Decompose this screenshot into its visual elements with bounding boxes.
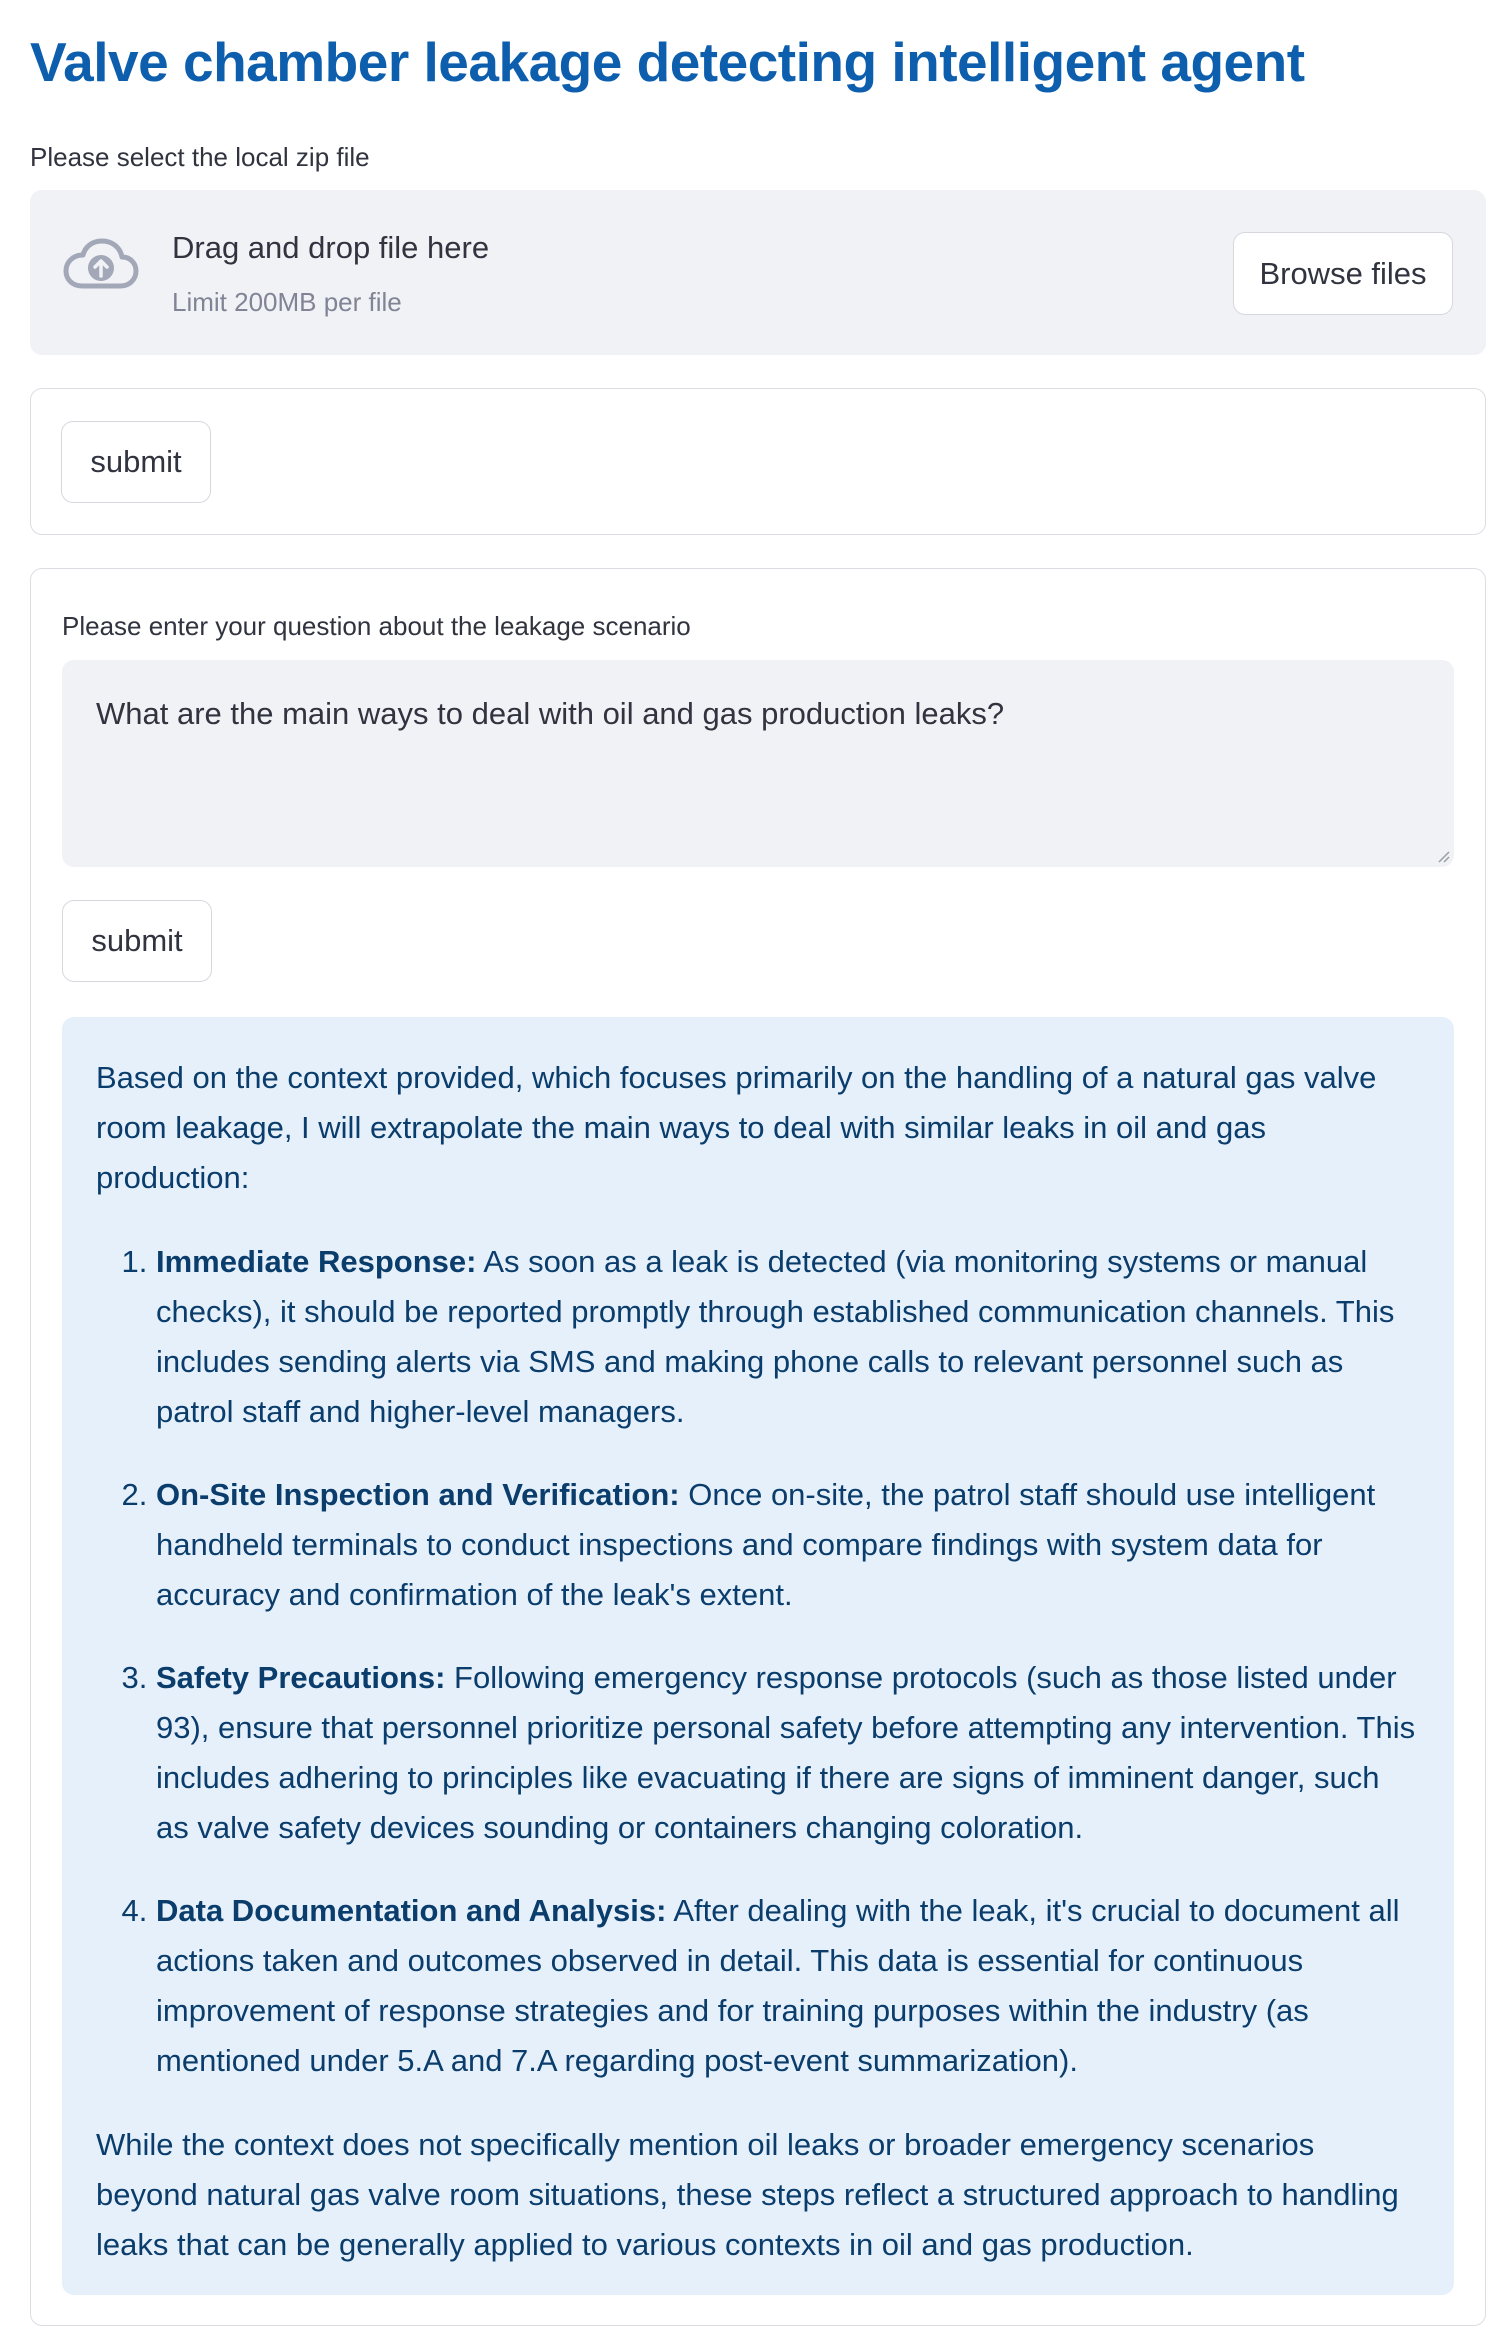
page-title: Valve chamber leakage detecting intelligent agent (30, 31, 1305, 93)
resize-grip-icon[interactable] (1436, 849, 1450, 863)
answer-item-heading: Data Documentation and Analysis: (156, 1893, 667, 1928)
answer-item-heading: Immediate Response: (156, 1244, 477, 1279)
question-input[interactable] (62, 660, 1454, 867)
answer-intro: Based on the context provided, which focuses primarily on the handling of a natural gas valve room leakage, I will extrapolate the main ways to deal with similar leaks in oil and gas production: (96, 1060, 1377, 1195)
upload-form (30, 388, 1486, 535)
answer-item-text: Following emergency response protocols (such as those listed under 93), ensure that personnel prioritize personal safety before attempting any intervention. This includes adhering to principles like evacuating if there are signs of imminent danger, such as valve safety devices sounding or containers changing coloration. (156, 1660, 1416, 1845)
dropzone-instructions: Drag and drop file here (172, 230, 490, 265)
file-dropzone[interactable] (30, 190, 1486, 355)
answer-item-heading: On-Site Inspection and Verification: (156, 1477, 680, 1512)
answer-item-heading: Safety Precautions: (156, 1660, 446, 1695)
answer-conclusion: While the context does not specifically mention oil leaks or broader emergency scenarios beyond natural gas valve room situations, these steps reflect a structured approach to handling leaks that can be generally applied to various contexts in oil and gas production. (96, 2127, 1399, 2262)
answer-item-text: Once on-site, the patrol staff should use intelligent handheld terminals to conduct inspections and compare findings with system data for accuracy and confirmation of the leak's extent. (156, 1477, 1376, 1612)
question-label: Please enter your question about the leakage scenario (62, 611, 691, 641)
upload-submit-button[interactable]: submit (61, 421, 211, 503)
answer-list-item (156, 1237, 1420, 1437)
answer-list-item (156, 1886, 1420, 2086)
answer-list (96, 1237, 1420, 2086)
answer-list-item (156, 1653, 1420, 1853)
question-form (30, 568, 1486, 2326)
answer-item-text: After dealing with the leak, it's crucial to document all actions taken and outcomes observed in detail. This data is essential for continuous improvement of response strategies and for training purposes within the industry (as mentioned under 5.A and 7.A regarding post-event summarization). (156, 1893, 1400, 2078)
question-input-wrapper (62, 660, 1454, 867)
answer-box (62, 1017, 1454, 2295)
question-submit-button[interactable]: submit (62, 900, 212, 982)
answer-item-text: As soon as a leak is detected (via monitoring systems or manual checks), it should be reported promptly through established communication channels. This includes sending alerts via SMS and making phone calls to relevant personnel such as patrol staff and higher-level managers. (156, 1244, 1395, 1429)
file-uploader-label: Please select the local zip file (30, 142, 370, 172)
dropzone-limit: Limit 200MB per file (172, 287, 402, 317)
browse-files-button[interactable]: Browse files (1233, 232, 1453, 315)
answer-list-item (156, 1470, 1420, 1620)
cloud-upload-icon (60, 234, 140, 298)
